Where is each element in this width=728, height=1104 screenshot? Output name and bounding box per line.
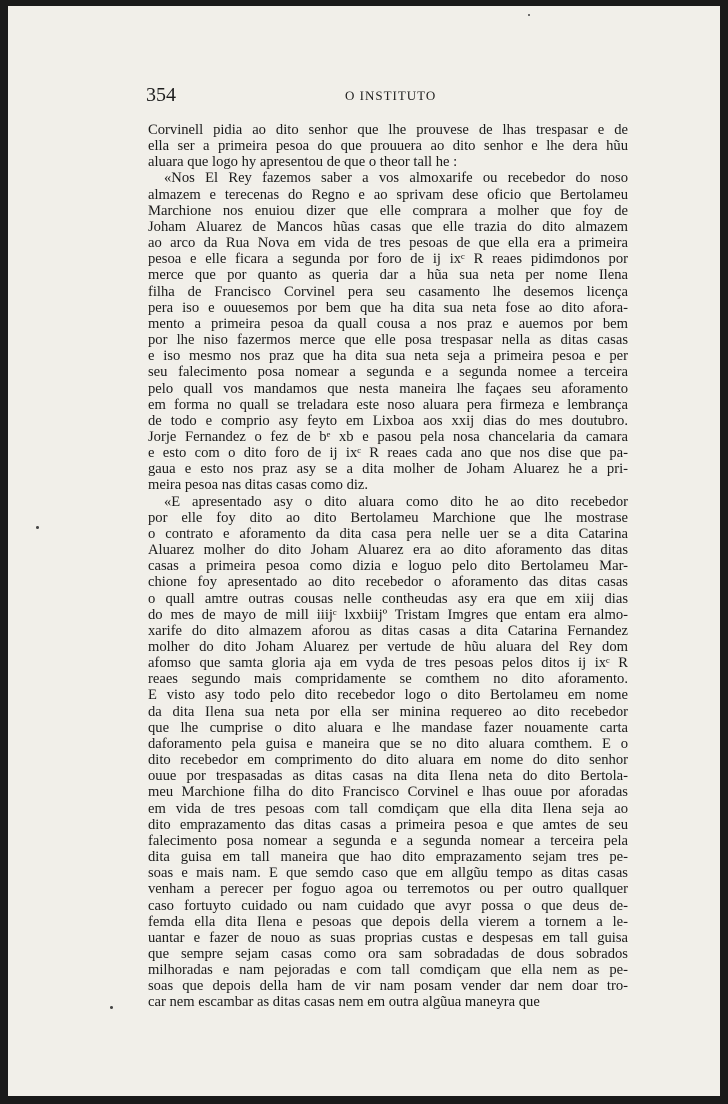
text-line: dito recebedor em comprimento do dito aluara em nome do dito senhor bbox=[148, 752, 628, 769]
text-line: e esto com o dito foro de ĳ ixᶜ R reaes cada ano que nos dise que pa- bbox=[148, 445, 628, 462]
text-line: dito emprazamento das ditas casas a primeira pesoa e que amtes de seu bbox=[148, 816, 628, 833]
page-header bbox=[8, 84, 720, 108]
book-page bbox=[8, 6, 720, 1096]
paper-speck bbox=[110, 1006, 113, 1009]
text-line: da dita Ilena sua neta por ella ser minina requereo ao dito recebedor bbox=[148, 703, 628, 720]
text-line: mento a primeira pesoa da quall cousa a nos praz e auemos por bem bbox=[148, 315, 628, 332]
text-line: o contrato e aforamento da dita casa pera nelle uer se a dita Catarina bbox=[148, 525, 628, 542]
text-line: gaua e esto nos praz asy se a dita molher de Joham Aluarez he a pri- bbox=[148, 461, 628, 478]
text-line: aluara que logo hy apresentou de que o theor tall he : bbox=[148, 154, 458, 171]
text-line: o quall amtre outras cousas nelle contheudas asy era que em xiij dias bbox=[148, 590, 628, 607]
text-line: Jorje Fernandez o fez de bᵉ xb e pasou pela nosa chancelaria da camara bbox=[148, 428, 628, 445]
text-line: seu falecimento posa nomear a segunda e a segunda nomee a terceira bbox=[148, 364, 628, 381]
text-line: pelo quall vos mandamos que nesta maneira lhe façaes seu aforamento bbox=[148, 380, 628, 397]
paragraph bbox=[148, 494, 628, 1011]
text-line: femda ella dita Ilena e pesoas que depois della vierem a tornem a le- bbox=[148, 913, 628, 930]
text-line: meu Marchione filha do dito Francisco Corvinel e lhas ouue por aforadas bbox=[148, 784, 628, 801]
body-text bbox=[148, 122, 628, 1011]
running-title: O INSTITUTO bbox=[345, 88, 437, 103]
text-line: em vida de tres pesoas com tall comdiçam que ella dita Ilena seja ao bbox=[148, 800, 628, 817]
text-line: afomso que samta gloria aja em vyda de tres pesoas pelos ditos ĳ ixᶜ R bbox=[148, 655, 628, 672]
text-line: do mes de mayo de mill iiijᶜ lxxbiijº Tristam Imgres que entam era almo- bbox=[148, 606, 628, 623]
text-line: molher do dito Joham Aluarez per vertude de hũu aluara del Rey dom bbox=[148, 639, 628, 655]
text-line: Aluarez molher do dito Joham Aluarez era ao dito aforamento das ditas bbox=[148, 542, 628, 559]
text-line: «E apresentado asy o dito aluara como dito he ao dito recebedor bbox=[164, 493, 628, 510]
text-line: em forma no quall se treladara este noso aluara pera firmeza e lembrança bbox=[148, 396, 628, 413]
text-line: daforamento pela guisa e maneira que se no dito aluara comthem. E o bbox=[148, 735, 628, 752]
text-line: reaes segundo mais compridamente se comthem no dito aforamento. bbox=[148, 671, 628, 688]
text-line: que lhe cumprise o dito aluara e lhe mandase fazer nouamente carta bbox=[148, 719, 628, 736]
text-line: pesoa e elle ficara a segunda por foro de ĳ ixᶜ R reaes pidimdonos por bbox=[148, 251, 628, 268]
text-line: Marchione nos enuiou dizer que elle comprara a molher que foy de bbox=[148, 202, 628, 219]
text-line: merce que por quanto as queria dar a hũa sua neta per nome Ilena bbox=[148, 267, 628, 284]
text-line: ouue por trespasadas as ditas casas na dita Ilena neta do dito Bertola- bbox=[148, 768, 628, 785]
text-line: Corvinell pidia ao dito senhor que lhe prouvese de lhas trespasar e de bbox=[148, 122, 628, 138]
text-line: car nem escambar as ditas casas nem em outra algũua maneyra que bbox=[148, 994, 540, 1011]
text-line: falecimento posa nomear a segunda e a segunda nomear a terceira pela bbox=[148, 832, 628, 849]
text-line: dita guisa em tall maneira que hao dito emprazamento sejam tres pe- bbox=[148, 849, 628, 866]
text-line: venham a perecer per foguo agoa ou terremotos ou per outro quallquer bbox=[148, 881, 628, 898]
text-line: meira pesoa nas ditas casas como diz. bbox=[148, 477, 369, 494]
text-line: por lhe niso fazermos merce que elle posa trespasar nella as ditas casas bbox=[148, 332, 628, 349]
text-line: xarife do dito almazem aforou as ditas casas a dita Catarina Fernandez bbox=[148, 622, 628, 639]
text-line: casas a primeira pesoa como dizia e loguo pelo dito Bertolameu Mar- bbox=[148, 558, 628, 575]
paper-speck bbox=[528, 14, 530, 16]
text-line: filha de Francisco Corvinel pera seu casamento lhe desemos licença bbox=[148, 283, 628, 300]
paragraph bbox=[148, 170, 628, 493]
text-line: Joham Aluarez de Mancos hũas casas que elle trazia do dito almazem bbox=[148, 218, 628, 235]
text-line: pera iso e ouuesemos por bem que ha dita sua neta fose ao dito afora- bbox=[148, 299, 628, 316]
text-line: uantar e fazer de nouo as suas proprias custas e despesas em tall guisa bbox=[148, 929, 628, 946]
text-line: soas e mais nam. E que semdo caso que em allgũu tempo as ditas casas bbox=[148, 865, 628, 882]
text-line: ella ser a primeira pesoa do que prouuera ao dito senhor e lhe dera hũu bbox=[148, 138, 628, 155]
text-line: ao arco da Rua Nova em vida de tres pesoas de que ella era a primeira bbox=[148, 235, 628, 252]
text-line: que sempre sejam casas como ora sam sobradadas de dous sobrados bbox=[148, 945, 628, 962]
text-line: E visto asy todo pelo dito recebedor logo o dito Bertolameu em nome bbox=[148, 687, 628, 704]
text-line: milhoradas e nam pejoradas e com tall comdiçam que ella nem as pe- bbox=[148, 962, 628, 979]
text-line: caso fortuyto cuidado ou nam cuidado que avyr possa o que deus de- bbox=[148, 897, 628, 914]
text-line: soas que depois della ham de vir nam posam vender dar nem doar tro- bbox=[148, 978, 628, 995]
page-number: 354 bbox=[146, 84, 176, 106]
text-line: chione foy apresentado ao dito recebedor o aforamento das ditas casas bbox=[148, 574, 628, 591]
paragraph bbox=[148, 122, 628, 170]
text-line: almazem e terecenas do Regno e ao sprivam dese oficio que Bertolameu bbox=[148, 186, 628, 203]
text-line: de todo e comprio asy feyto em Lixboa aos xxij dias do mes doutubro. bbox=[148, 412, 628, 429]
text-line: por elle foy dito ao dito Bertolameu Marchione que lhe mostrase bbox=[148, 509, 628, 526]
paper-speck bbox=[36, 526, 39, 529]
text-line: «Nos El Rey fazemos saber a vos almoxarife ou recebedor do noso bbox=[164, 170, 628, 187]
text-line: e iso mesmo nos praz que ha dita sua neta seja a primeira pesoa e per bbox=[148, 348, 628, 365]
